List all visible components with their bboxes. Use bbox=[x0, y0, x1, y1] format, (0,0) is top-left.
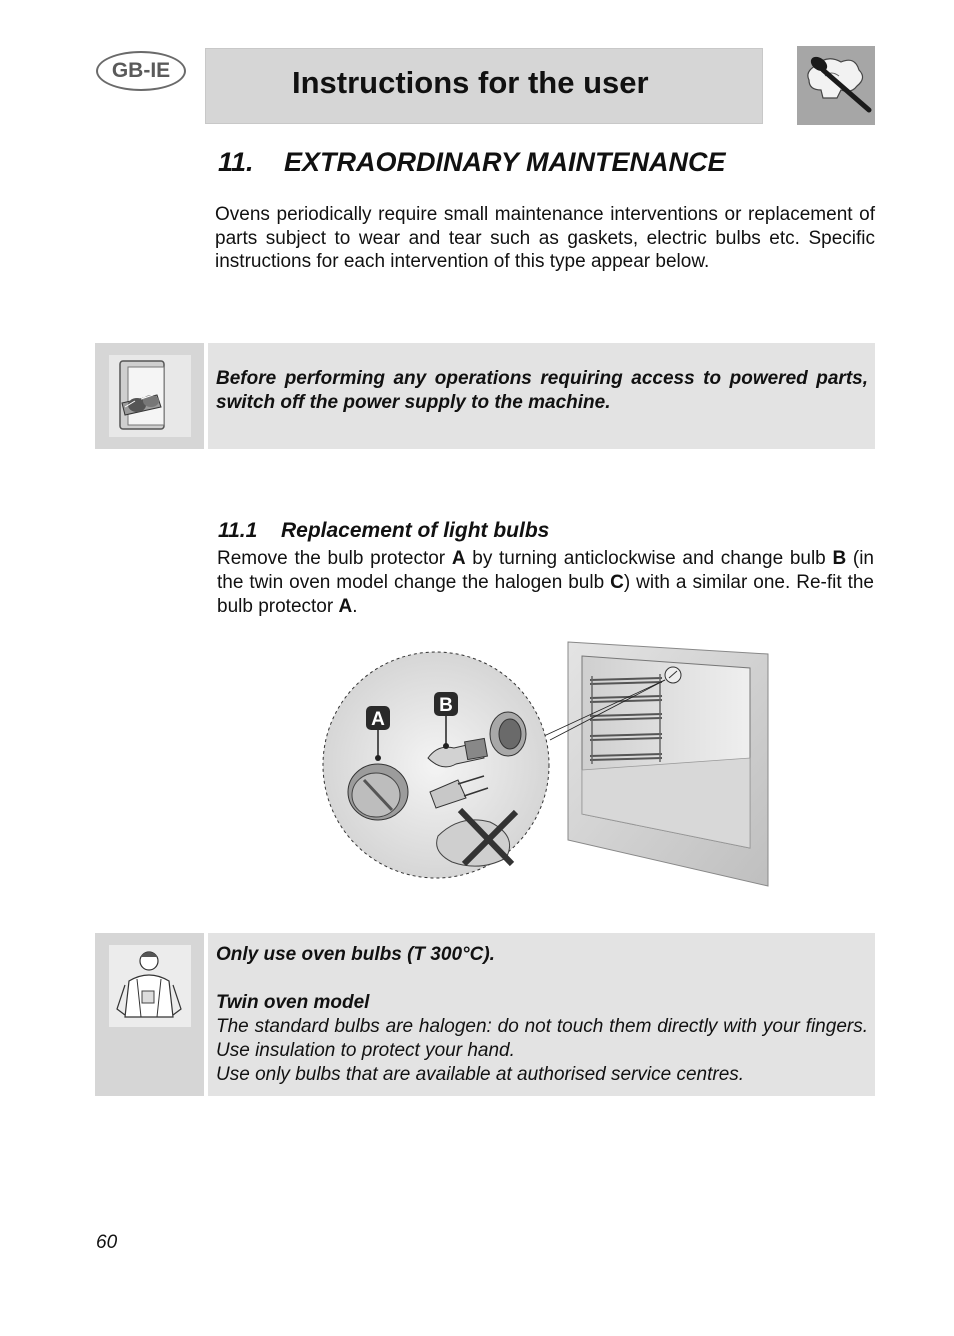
label-b: B bbox=[439, 695, 453, 716]
bulb-instructions bbox=[217, 547, 874, 619]
power-switch-icon bbox=[95, 343, 204, 449]
section-number: 11. bbox=[218, 147, 254, 177]
warning-note bbox=[95, 343, 875, 449]
subsection-title bbox=[218, 519, 549, 543]
text-run: ) with a similar one. Re-fit the bulb protector bbox=[217, 572, 874, 617]
bulb-replacement-figure bbox=[320, 640, 772, 893]
text-run: Remove the bulb protector bbox=[217, 548, 452, 569]
label-a-ref: A bbox=[338, 596, 353, 617]
chef-spoon-icon bbox=[797, 46, 875, 125]
info-note bbox=[95, 933, 875, 1096]
page-number: 60 bbox=[96, 1232, 118, 1253]
label-a-ref: A bbox=[451, 548, 466, 569]
page-header-title: Instructions for the user bbox=[292, 65, 649, 100]
region-badge: GB-IE bbox=[96, 51, 186, 91]
info-text bbox=[216, 943, 868, 1087]
info-subheading: Twin oven model bbox=[216, 992, 370, 1013]
warning-text: Before performing any operations requiring access to powered parts, switch off the power supply to the machine. bbox=[216, 368, 868, 413]
label-b-ref: B bbox=[832, 548, 847, 569]
text-run: (in the twin oven model change the halogen bulb bbox=[217, 548, 874, 593]
info-line-2: The standard bulbs are halogen: do not touch them directly with your fingers. Use insulation to protect your hand. bbox=[216, 1016, 868, 1061]
label-c-ref: C bbox=[610, 572, 624, 593]
technician-icon bbox=[95, 933, 204, 1096]
label-a: A bbox=[371, 709, 385, 730]
info-line-1: Only use oven bulbs (T 300°C). bbox=[216, 944, 495, 965]
info-line-3: Use only bulbs that are available at authorised service centres. bbox=[216, 1064, 745, 1085]
section-heading: EXTRAORDINARY MAINTENANCE bbox=[284, 147, 726, 177]
header-bar bbox=[205, 48, 763, 124]
subsection-heading: Replacement of light bulbs bbox=[281, 519, 550, 542]
subsection-number: 11.1 bbox=[218, 519, 258, 542]
text-run: by turning anticlockwise and change bulb bbox=[465, 548, 833, 569]
intro-paragraph: Ovens periodically require small maintenance interventions or replacement of parts subject to wear and tear such as gaskets, electric bulbs etc. Specific instructions for each intervention of this type appear below. bbox=[215, 204, 875, 272]
section-title bbox=[218, 147, 726, 178]
text-run: . bbox=[352, 596, 358, 617]
